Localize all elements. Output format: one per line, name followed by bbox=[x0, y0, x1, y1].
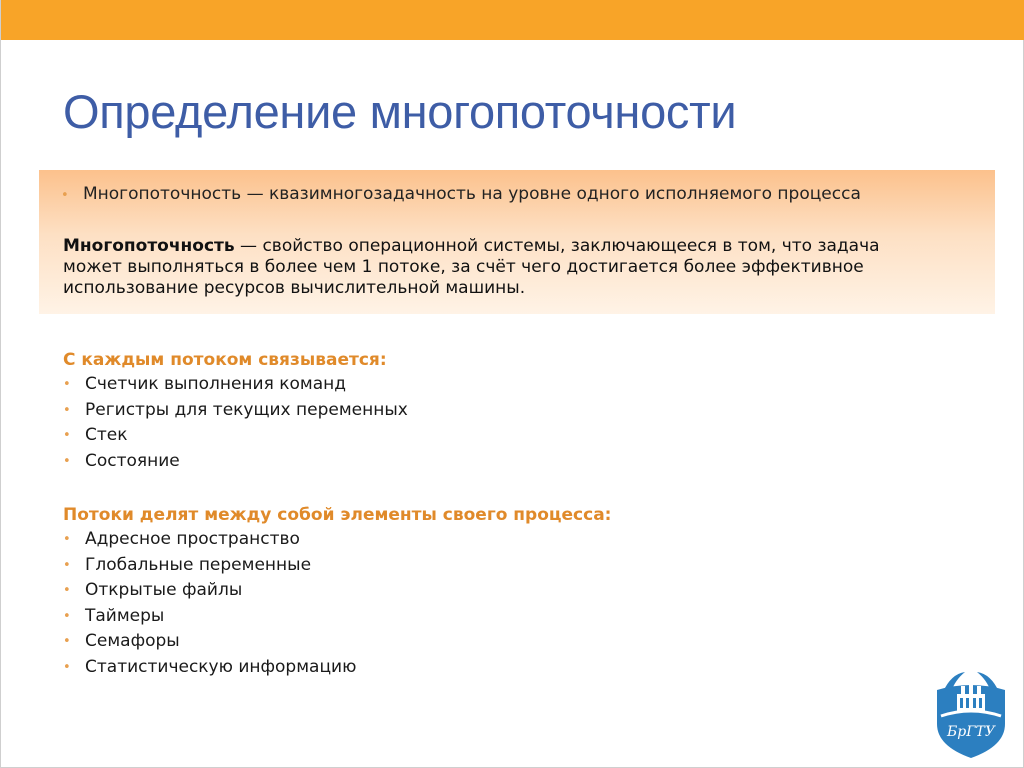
bullet-icon: • bbox=[61, 188, 69, 203]
bullet-icon: • bbox=[63, 634, 71, 650]
top-accent-bar bbox=[1, 0, 1024, 40]
logo-wordmark: БрГТУ bbox=[947, 724, 995, 740]
bullet-icon: • bbox=[63, 532, 71, 547]
list-item: • Состояние bbox=[63, 449, 763, 475]
list-item: • Стек bbox=[63, 423, 763, 449]
list-item: • Открытые файлы bbox=[63, 578, 763, 604]
definition-paragraph bbox=[63, 236, 923, 299]
bullet-icon: • bbox=[63, 583, 71, 599]
section-heading: С каждым потоком связывается: bbox=[63, 350, 387, 370]
shared-elements-list bbox=[63, 527, 763, 681]
bullet-icon: • bbox=[63, 659, 71, 675]
bullet-icon: • bbox=[63, 608, 71, 624]
list-item: • Статистическую информацию bbox=[63, 655, 763, 681]
list-item: • Адресное пространство bbox=[63, 527, 763, 553]
bullet-icon: • bbox=[63, 402, 71, 418]
definition-bullet bbox=[61, 183, 961, 207]
bullet-icon: • bbox=[63, 453, 71, 469]
university-logo-icon bbox=[931, 668, 1011, 760]
definition-bullet-text: Многопоточность — квазимногозадачность на уровне одного исполняемого процесса bbox=[83, 184, 861, 204]
definition-text: — свойство операционной системы, заключающееся в том, что задача может выполняться в более чем 1 потоке, за счёт чего достигается более эффективное использование ресурсов вычислительной машины. bbox=[63, 236, 880, 298]
list-item: • Таймеры bbox=[63, 604, 763, 630]
list-item: • Глобальные переменные bbox=[63, 553, 763, 579]
bullet-icon: • bbox=[63, 377, 71, 392]
slide-title: Определение многопоточности bbox=[63, 85, 737, 138]
definition-term: Многопоточность bbox=[63, 236, 235, 256]
section-heading: Потоки делят между собой элементы своего процесса: bbox=[63, 505, 612, 525]
bullet-icon: • bbox=[63, 557, 71, 573]
thread-components-list bbox=[63, 372, 763, 474]
thread-components-section bbox=[63, 348, 763, 474]
shared-elements-section bbox=[63, 503, 763, 681]
list-item: • Семафоры bbox=[63, 629, 763, 655]
list-item: • Счетчик выполнения команд bbox=[63, 372, 763, 398]
list-item: • Регистры для текущих переменных bbox=[63, 398, 763, 424]
bullet-icon: • bbox=[63, 428, 71, 444]
